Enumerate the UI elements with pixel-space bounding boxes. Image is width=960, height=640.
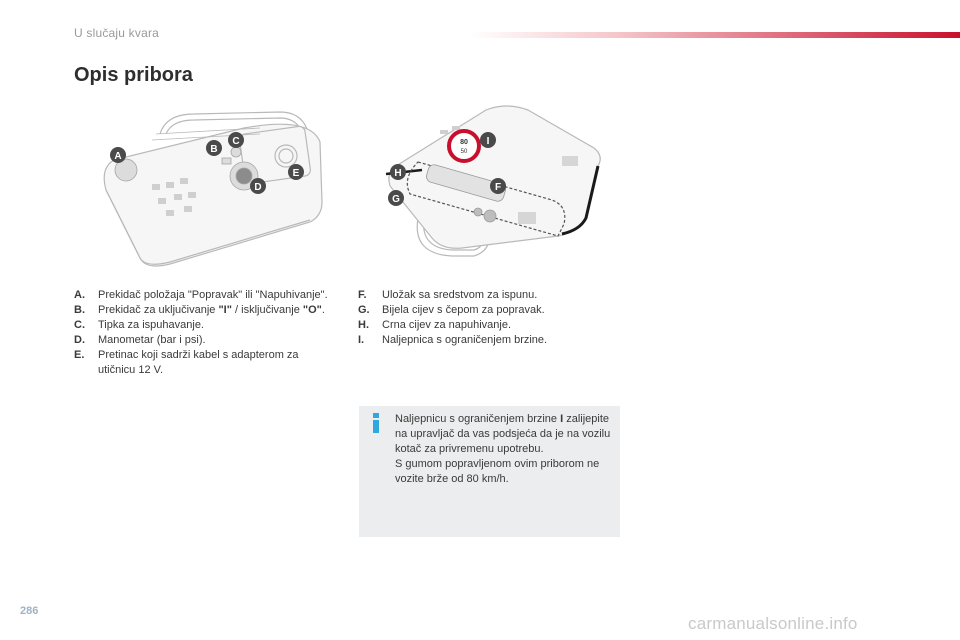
svg-text:D: D	[254, 182, 262, 193]
svg-text:H: H	[394, 168, 402, 179]
list-item: C. Tipka za ispuhavanje.	[74, 319, 204, 331]
svg-text:80: 80	[460, 139, 468, 146]
callout-f	[490, 178, 506, 194]
watermark: carmanualsonline.info	[688, 614, 858, 633]
list-item: I. Naljepnica s ograničenjem brzine.	[358, 334, 548, 346]
svg-text:I: I	[486, 136, 490, 147]
callout-g	[388, 190, 404, 206]
parts-list-left	[74, 288, 336, 378]
section-header: U slučaju kvara	[74, 26, 160, 40]
callout-c	[228, 132, 244, 148]
callout-b	[206, 140, 222, 156]
svg-text:G: G	[392, 194, 400, 205]
list-item: F. Uložak sa sredstvom za ispunu.	[358, 289, 538, 301]
speed-sticker	[449, 131, 479, 161]
callout-a	[110, 147, 126, 163]
list-item: E. Pretinac koji sadrži kabel s adapterom za utičnicu 12 V.	[74, 349, 299, 376]
parts-list-right	[358, 288, 620, 348]
list-item: H. Crna cijev za napuhivanje.	[358, 319, 512, 331]
svg-text:E: E	[292, 168, 300, 179]
list-item: A. Prekidač položaja "Popravak" ili "Napuhivanje".	[74, 289, 328, 301]
header-accent-bar	[470, 32, 960, 38]
callout-i	[480, 132, 496, 148]
svg-text:C: C	[232, 136, 240, 147]
info-text: Naljepnicu s ograničenjem brzine I zalijepite na upravljač da vas podsjeća da je na vozilu kotač za privremenu upotrebu. S gumom popravljenom ovim priborom ne vozite brže od 80 km/h.	[395, 413, 611, 485]
info-icon	[369, 412, 383, 434]
svg-text:F: F	[494, 182, 502, 193]
svg-text:A: A	[114, 151, 122, 162]
callout-d	[250, 178, 266, 194]
callout-e	[288, 164, 304, 180]
svg-text:B: B	[210, 144, 218, 155]
page-number: 286	[20, 605, 39, 617]
callout-h	[390, 164, 406, 180]
list-item: D. Manometar (bar i psi).	[74, 334, 206, 346]
list-item: G. Bijela cijev s čepom za popravak.	[358, 304, 545, 316]
page-title: Opis pribora	[74, 64, 193, 86]
svg-text:50: 50	[460, 149, 468, 155]
info-note	[359, 406, 620, 537]
list-item: B. Prekidač za uključivanje "I" / isključivanje "O".	[74, 304, 325, 316]
compressor-kit-illustration	[96, 108, 328, 272]
sealant-kit-illustration	[382, 100, 604, 268]
